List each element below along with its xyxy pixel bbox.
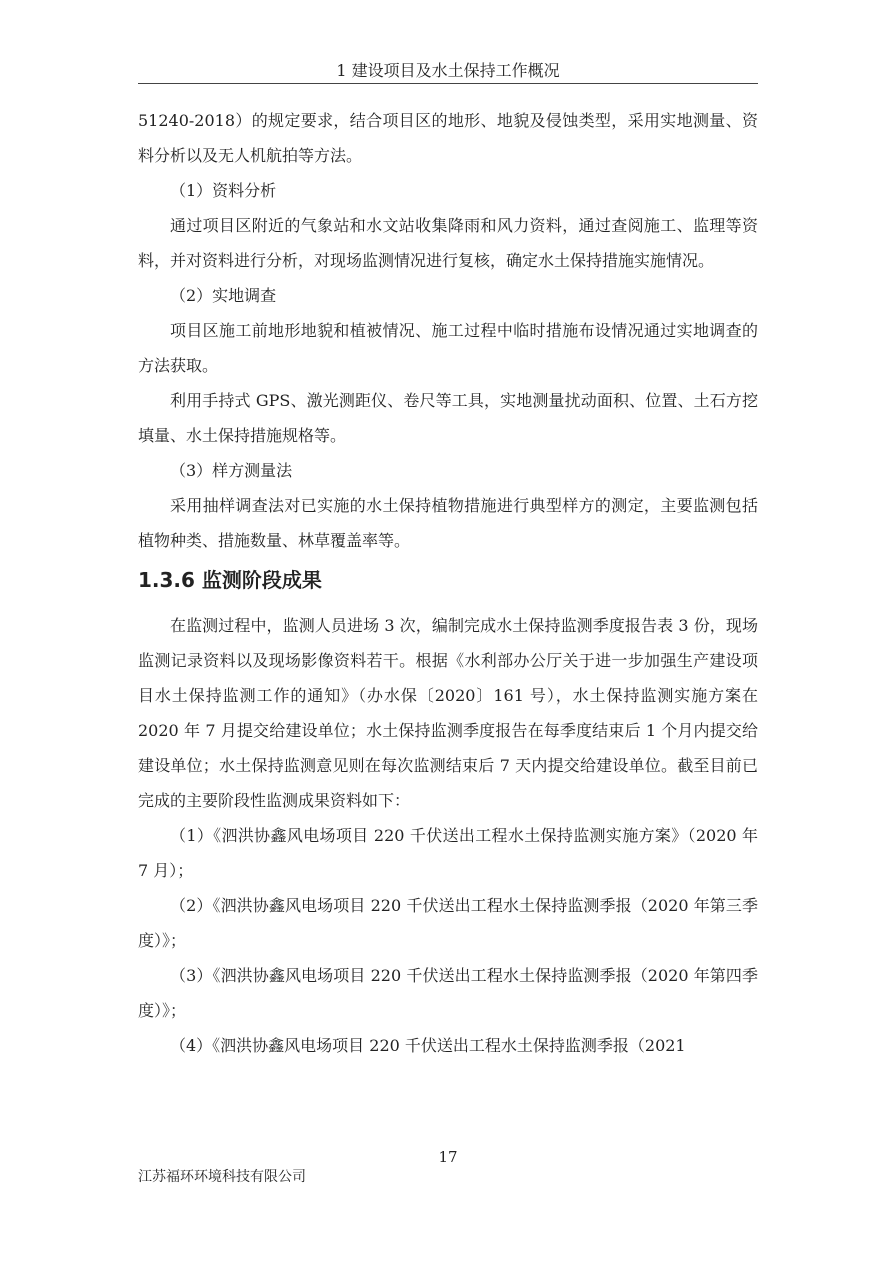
list-item: （1）《泗洪协鑫风电场项目 220 千伏送出工程水土保持监测实施方案》（2020 年 7 月）； — [138, 826, 758, 880]
paragraph: 51240-2018）的规定要求，结合项目区的地形、地貌及侵蚀类型，采用实地测量、资料分析以及无人机航拍等方法。 — [138, 111, 758, 165]
list-item: （2）《泗洪协鑫风电场项目 220 千伏送出工程水土保持监测季报（2020 年第三季度）》； — [138, 896, 758, 950]
paragraph: 在监测过程中，监测人员进场 3 次，编制完成水土保持监测季度报告表 3 份，现场监测记录资料以及现场影像资料若干。根据《水利部办公厅关于进一步加强生产建设项目水土保持监测工作的通知》（办水保〔2020〕161 号），水土保持监测实施方案在 2020 年 7 月提交给建设单位；水土保持监测季度报告在每季度结束后 1 个月内提交给建设单位；水土保持监测意见则在每次监测结束后 7 天内提交给建设单位。截至目前已完成的主要阶段性监测成果资料如下： — [138, 616, 758, 810]
paragraph: 通过项目区附近的气象站和水文站收集降雨和风力资料，通过查阅施工、监理等资料，并对资料进行分析，对现场监测情况进行复核，确定水土保持措施实施情况。 — [138, 216, 758, 270]
paragraph: 利用手持式 GPS、激光测距仪、卷尺等工具，实地测量扰动面积、位置、土石方挖填量、水土保持措施规格等。 — [138, 391, 758, 445]
page-number: 17 — [438, 1148, 458, 1166]
footer-company: 江苏福环环境科技有限公司 — [138, 1169, 306, 1185]
paragraph: 项目区施工前地形地貌和植被情况、施工过程中临时措施布设情况通过实地调查的方法获取。 — [138, 321, 758, 375]
page-header: 1 建设项目及水土保持工作概况 — [336, 61, 560, 80]
subsection-title: （3）样方测量法 — [170, 461, 293, 480]
section-heading: 1.3.6 监测阶段成果 — [138, 568, 322, 592]
list-item: （4）《泗洪协鑫风电场项目 220 千伏送出工程水土保持监测季报（2021 — [170, 1036, 686, 1055]
subsection-title: （2）实地调查 — [170, 286, 277, 305]
list-item: （3）《泗洪协鑫风电场项目 220 千伏送出工程水土保持监测季报（2020 年第四季度）》； — [138, 966, 758, 1020]
header-divider — [138, 83, 758, 84]
paragraph: 采用抽样调查法对已实施的水土保持植物措施进行典型样方的测定，主要监测包括植物种类、措施数量、林草覆盖率等。 — [138, 496, 758, 550]
subsection-title: （1）资料分析 — [170, 181, 277, 200]
document-body — [138, 103, 758, 1063]
